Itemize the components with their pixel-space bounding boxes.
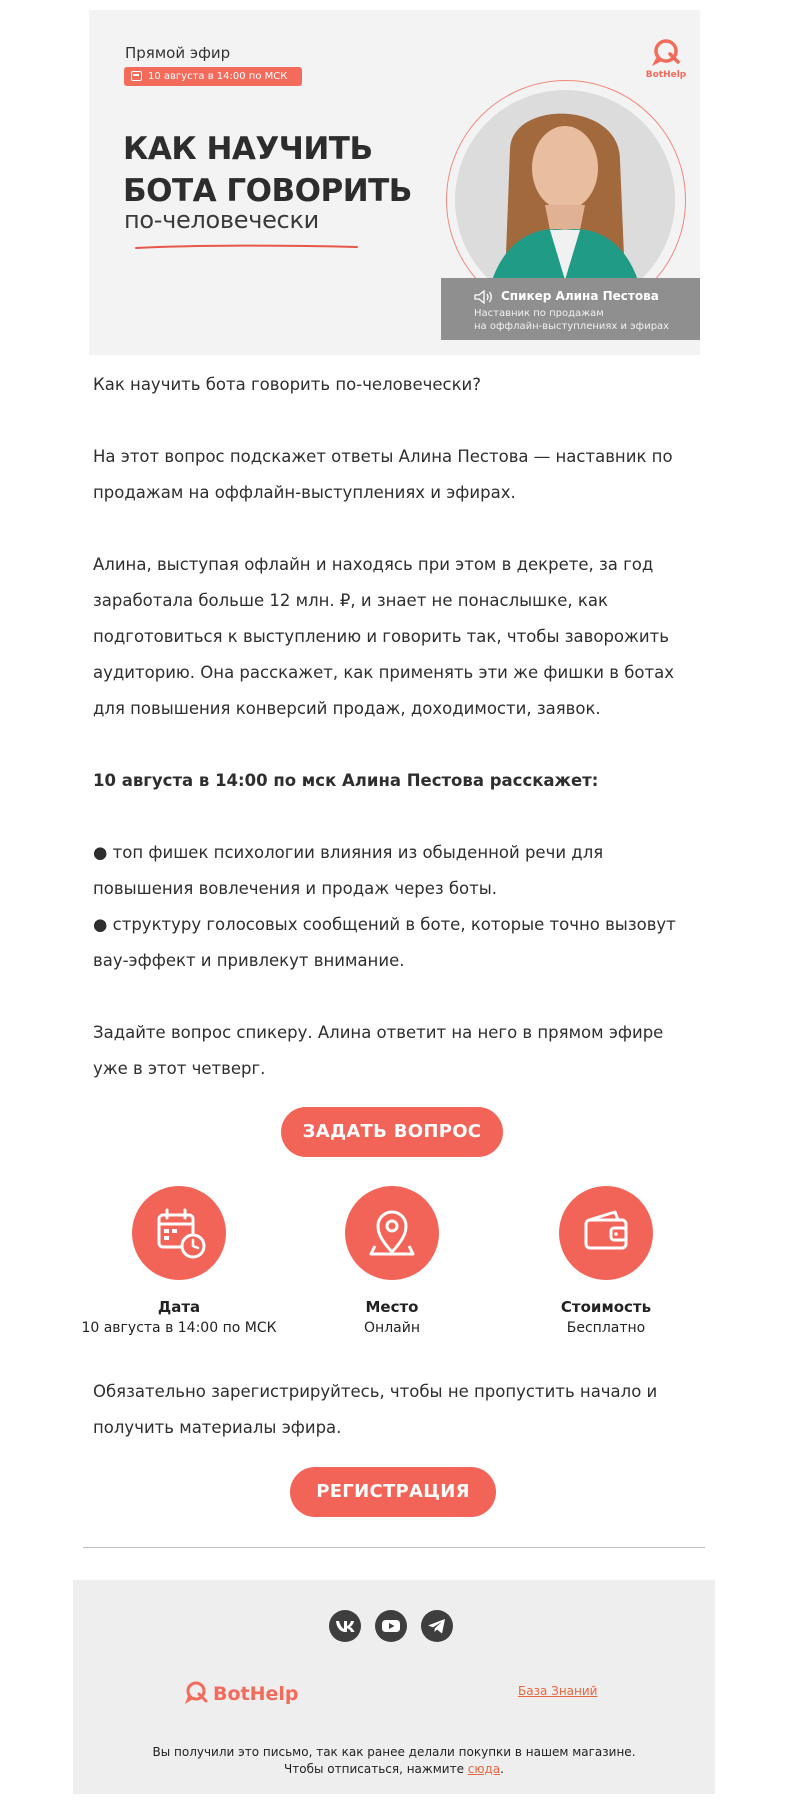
legal-line-2-suffix: . — [500, 1762, 504, 1776]
calendar-icon — [131, 71, 142, 81]
date-pill — [124, 67, 302, 86]
speaker-role: Наставник по продажам на оффлайн-выступлениях и эфирах — [474, 308, 670, 332]
place-circle — [345, 1186, 439, 1280]
live-label: Прямой эфир — [125, 44, 231, 62]
unsubscribe-link[interactable]: сюда — [467, 1762, 501, 1776]
agenda-heading: 10 августа в 14:00 по мск Алина Пестова расскажет: — [93, 771, 599, 790]
banner-subline: по-человечески — [124, 206, 319, 234]
calendar-clock-icon — [132, 1186, 226, 1280]
footer-brand-name: BotHelp — [213, 1683, 299, 1705]
youtube-icon[interactable] — [375, 1610, 407, 1642]
info-place — [292, 1186, 492, 1336]
date-pill-text: 10 августа в 14:00 по МСК — [148, 71, 288, 82]
headline-line-1: КАК НАУЧИТЬ — [123, 131, 373, 167]
date-circle — [132, 1186, 226, 1280]
headline-line-2: БОТА ГОВОРИТЬ — [123, 173, 412, 209]
legal-text — [73, 1744, 715, 1778]
speaker-caption — [441, 278, 700, 340]
speaker-silhouette-icon — [455, 90, 675, 310]
vk-icon[interactable] — [329, 1610, 361, 1642]
intro-question: Как научить бота говорить по-человечески? — [93, 375, 482, 394]
speaker-photo — [455, 90, 675, 310]
info-date-title: Дата — [157, 1298, 201, 1316]
location-pin-icon — [345, 1186, 439, 1280]
info-date-value: 10 августа в 14:00 по МСК — [81, 1320, 277, 1336]
bothelp-logo-icon — [181, 1679, 211, 1709]
info-date — [79, 1186, 279, 1336]
legal-line-2 — [73, 1761, 715, 1778]
info-place-value: Онлайн — [364, 1320, 420, 1336]
speaker-name: Спикер Алина Пестова — [501, 289, 659, 303]
banner-headline — [123, 128, 412, 212]
knowledge-base-link[interactable]: База Знаний — [518, 1684, 598, 1698]
wallet-icon — [559, 1186, 653, 1280]
register-button[interactable]: РЕГИСТРАЦИЯ — [290, 1467, 496, 1517]
banner-brand-logo — [642, 36, 690, 86]
agenda-item-2: ● структуру голосовых сообщений в боте, которые точно вызовут вау-эффект и привлекут внимание. — [93, 915, 676, 970]
footer — [73, 1580, 715, 1794]
register-paragraph: Обязательно зарегистрируйтесь, чтобы не пропустить начало и получить материалы эфира. — [93, 1382, 658, 1437]
speaker-paragraph: Алина, выступая офлайн и находясь при этом в декрете, за год заработала больше 12 млн. ₽, и знает не понаслышке, как подготовиться к выступлению и говорить так, чтобы заворожить аудиторию. Она расскажет, как применять эти же фишки в ботах для повышения конверсий продаж, доходимости, заявок. — [93, 555, 674, 718]
hero-banner[interactable] — [89, 10, 700, 355]
ask-paragraph: Задайте вопрос спикеру. Алина ответит на него в прямом эфире уже в этот четверг. — [93, 1023, 664, 1078]
footer-divider — [83, 1547, 705, 1548]
intro-paragraph: На этот вопрос подскажет ответы Алина Пестова — наставник по продажам на оффлайн-выступлениях и эфирах. — [93, 447, 673, 502]
banner-brand-name: BotHelp — [645, 70, 687, 80]
ask-question-button[interactable]: ЗАДАТЬ ВОПРОС — [281, 1107, 503, 1157]
underline-swoosh-icon — [134, 244, 359, 250]
legal-line-1: Вы получили это письмо, так как ранее делали покупки в нашем магазине. — [152, 1745, 636, 1759]
telegram-icon[interactable] — [421, 1610, 453, 1642]
legal-line-2-prefix: Чтобы отписаться, нажмите — [284, 1762, 468, 1776]
price-circle — [559, 1186, 653, 1280]
info-price — [506, 1186, 706, 1336]
info-price-value: Бесплатно — [566, 1320, 646, 1336]
speaker-sound-icon — [474, 290, 494, 304]
agenda-item-1: ● топ фишек психологии влияния из обыденной речи для повышения вовлечения и продаж через боты. — [93, 843, 604, 898]
info-price-title: Стоимость — [560, 1298, 652, 1316]
info-place-title: Место — [365, 1298, 419, 1316]
bothelp-logo-icon — [642, 36, 690, 70]
